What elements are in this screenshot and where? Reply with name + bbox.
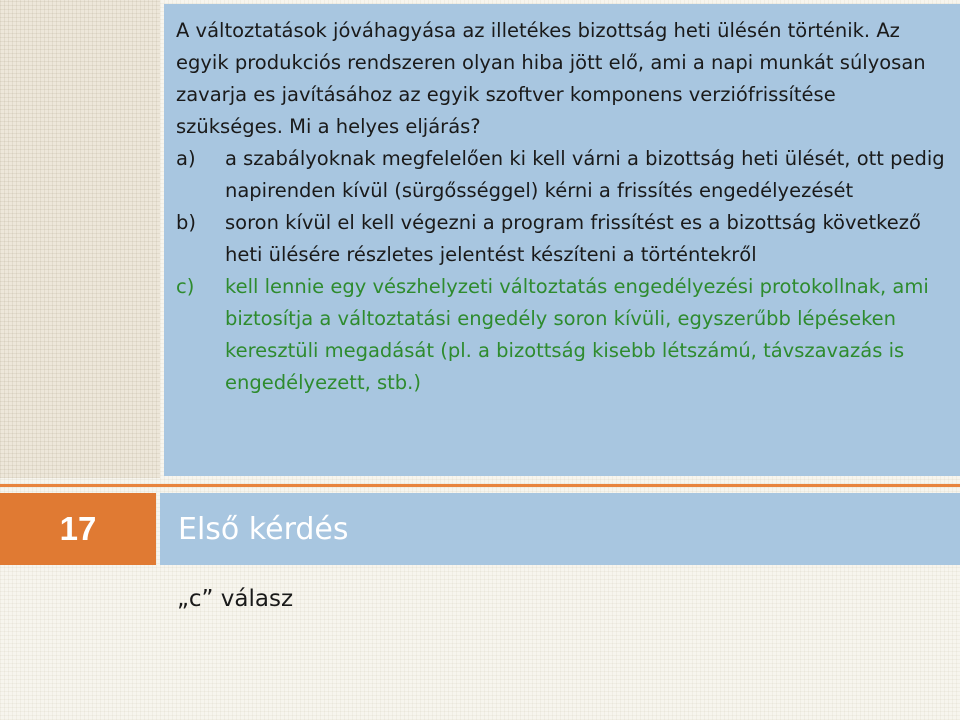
option-a-text: a szabályoknak megfelelően ki kell várni a bizottság heti ülését, ott pedig napirenden kívül (sürgősséggel) kérni a frissítés engedélyezését: [225, 147, 945, 202]
divider-line: [0, 484, 960, 487]
option-c-letter: c): [176, 275, 195, 298]
option-c-text: kell lennie egy vészhelyzeti változtatás engedélyezési protokollnak, ami biztosítja a változtatási engedély soron kívüli, egyszerűbb lépéseken keresztüli megadását (pl. a bizottság kisebb létszámú, távszavazás is engedélyezett, stb.): [225, 275, 929, 394]
option-b: [176, 207, 948, 271]
slide-title: Első kérdés: [178, 511, 349, 547]
option-a: [176, 143, 948, 207]
title-bar: [160, 493, 960, 565]
slide-number: 17: [59, 510, 97, 547]
option-c: [176, 271, 948, 399]
option-b-letter: b): [176, 211, 196, 234]
answer-text: „c” válasz: [177, 586, 294, 612]
option-a-letter: a): [176, 147, 196, 170]
answer-options-list: [176, 143, 948, 399]
slide-number-box: [0, 493, 156, 565]
option-b-text: soron kívül el kell végezni a program frissítést es a bizottság következő heti ülésére részletes jelentést készíteni a történtekről: [225, 211, 921, 266]
left-decorative-strip: [0, 0, 160, 478]
question-panel: [164, 4, 960, 476]
question-text: A változtatások jóváhagyása az illetékes bizottság heti ülésén történik. Az egyik produkciós rendszeren olyan hiba jött elő, ami a napi munkát súlyosan zavarja es javításához az egyik szoftver komponens verziófrissítése szükséges. Mi a helyes eljárás?: [176, 19, 926, 138]
